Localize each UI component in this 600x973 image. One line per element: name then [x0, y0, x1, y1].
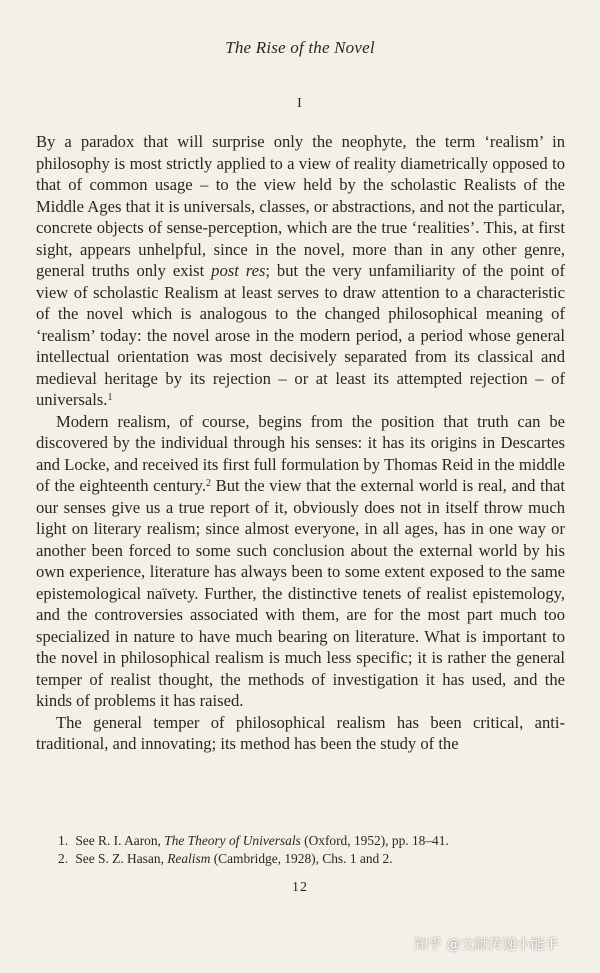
footnote-1-number: 1.	[58, 833, 69, 848]
footnote-1	[58, 832, 558, 850]
section-numeral: I	[297, 96, 303, 111]
footnote-2-number: 2.	[58, 851, 69, 866]
paragraph-1	[36, 131, 565, 411]
footnote-2-text: See S. Z. Hasan,	[75, 851, 168, 866]
body-text	[36, 131, 565, 755]
running-head: The Rise of the Novel	[225, 38, 375, 57]
footnote-2-citation: (Cambridge, 1928), Chs. 1 and 2.	[210, 851, 393, 866]
footnote-1-title: The Theory of Universals	[164, 833, 301, 848]
paragraph-1-text: By a paradox that will surprise only the neophyte, the term ‘realism’ in philosophy is most strictly applied to a view of reality diametrically opposed to that of common usage – to the view held by the scholastic Realists of the Middle Ages that it is universals, classes, or abstractions, and not the particular, concrete objects of sense-perception, which are the true ‘realities’. This, at first sight, appears unhelpful, since in the novel, more than in any other genre, general truths only exist	[36, 132, 565, 280]
footnote-2	[58, 850, 558, 868]
paragraph-2-text: Modern realism, of course, begins from the position that truth can be discovered by the individual through his senses: it has its origins in Descartes and Locke, and received its first full formulation by Thomas Reid in the middle of the eighteenth century.	[36, 411, 565, 495]
paragraph-2-text-continued: But the view that the external world is real, and that our senses give us a true report of it, obviously does not in itself throw much light on literary realism; since almost everyone, in all ages, has in one way or another been forced to some such conclusion about the external world by his own experience, literature has always been to some extent exposed to the same epistemological naïvety. Further, the distinctive tenets of realist epistemology, and the controversies associated with them, are for the most part much too specialized in nature to have much bearing on literature. What is important to the novel in philosophical realism is much less specific; it is rather the general temper of realist thought, the methods of investigation it has used, and the kinds of problems it has raised.	[36, 476, 565, 710]
paragraph-1-italic-phrase: post res	[211, 261, 266, 280]
footnote-1-citation: (Oxford, 1952), pp. 18–41.	[300, 833, 449, 848]
footnote-ref-1[interactable]: 1	[107, 392, 113, 403]
paragraph-1-text-continued: ; but the very unfamiliarity of the point of view of scholastic Realism at least serves to draw attention to a characteristic of the novel which is analogous to the changed philosophical meaning of ‘realism’ today: the novel arose in the modern period, a period whose general intellectual orientation was most decisively separated from its classical and medieval heritage by its rejection – or at least its attempted rejection – of universals.	[36, 261, 565, 409]
footnote-ref-2[interactable]: 2	[206, 478, 212, 489]
page-number: 12	[292, 880, 308, 895]
paragraph-3	[36, 712, 565, 755]
footnote-2-title: Realism	[167, 851, 211, 866]
watermark: 知乎 @文献传递小能手	[414, 937, 559, 953]
paragraph-3-text: The general temper of philosophical realism has been critical, anti-traditional, and innovating; its method has been the study of the	[36, 712, 565, 753]
footnotes	[58, 832, 558, 868]
paragraph-2	[36, 411, 565, 712]
footnote-1-text: See R. I. Aaron,	[75, 833, 165, 848]
